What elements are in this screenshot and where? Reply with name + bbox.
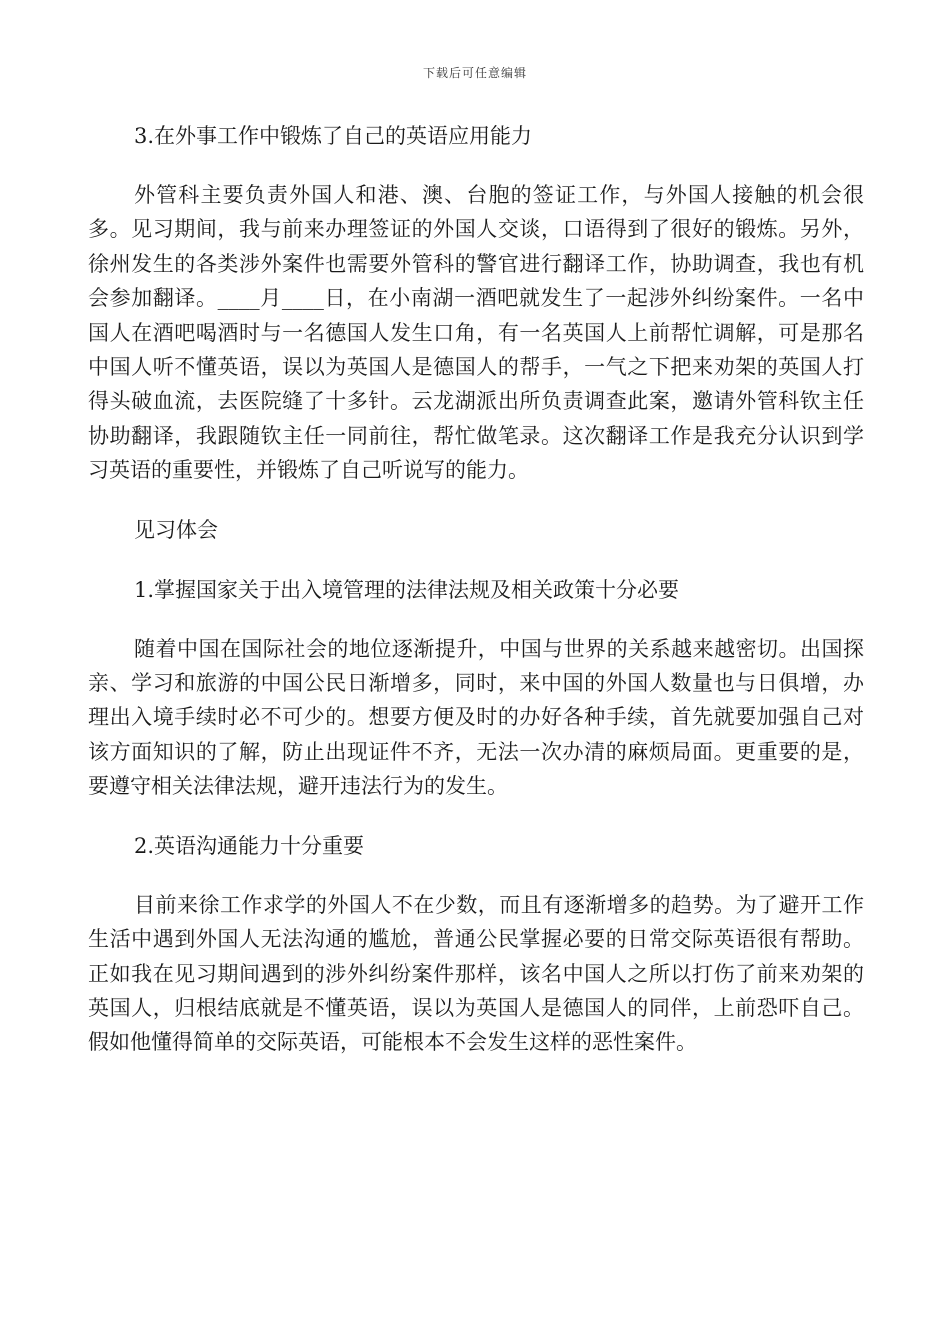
document-body	[88, 118, 864, 1084]
section-heading-internship-reflections: 见习体会	[134, 517, 218, 542]
paragraph-english-communication: 目前来徐工作求学的外国人不在少数，而且有逐渐增多的趋势。为了避开工作生活中遇到外国人无法沟通的尴尬，普通公民掌握必要的日常交际英语很有帮助。正如我在见习期间遇到的涉外纠纷案件那样，该名中国人之所以打伤了前来劝架的英国人，归根结底就是不懂英语，误以为英国人是德国人的同伴，上前恐吓自己。假如他懂得简单的交际英语，可能根本不会发生这样的恶性案件。	[88, 892, 864, 1055]
section-heading-laws-policies: 1.掌握国家关于出入境管理的法律法规及相关政策十分必要	[134, 577, 680, 602]
section-heading-english-ability: 3.在外事工作中锻炼了自己的英语应用能力	[134, 124, 533, 148]
paragraph-laws-policies: 随着中国在国际社会的地位逐渐提升，中国与世界的关系越来越密切。出国探亲、学习和旅游的中国公民日渐增多，同时，来中国的外国人数量也与日俱增，办理出入境手续时必不可少的。想要方便及时的办好各种手续，首先就要加强自己对该方面知识的了解，防止出现证件不齐，无法一次办清的麻烦局面。更重要的是，要遵守相关法律法规，避开违法行为的发生。	[88, 636, 864, 799]
section-heading-english-communication: 2.英语沟通能力十分重要	[134, 833, 365, 858]
page-header-note: 下载后可任意编辑	[422, 66, 527, 80]
paragraph-foreign-affairs-work: 外管科主要负责外国人和港、澳、台胞的签证工作，与外国人接触的机会很多。见习期间，我与前来办理签证的外国人交谈，口语得到了很好的锻炼。另外，徐州发生的各类涉外案件也需要外管科的警官进行翻译工作，协助调查，我也有机会参加翻译。____月____日，在小南湖一酒吧就发生了一起涉外纠纷案件。一名中国人在酒吧喝酒时与一名德国人发生口角，有一名英国人上前帮忙调解，可是那名中国人听不懂英语，误以为英国人是德国人的帮手，一气之下把来劝架的英国人打得头破血流，去医院缝了十多针。云龙湖派出所负责调查此案，邀请外管科钦主任协助翻译，我跟随钦主任一同前往，帮忙做笔录。这次翻译工作是我充分认识到学习英语的重要性，并锻炼了自己听说写的能力。	[88, 183, 864, 483]
